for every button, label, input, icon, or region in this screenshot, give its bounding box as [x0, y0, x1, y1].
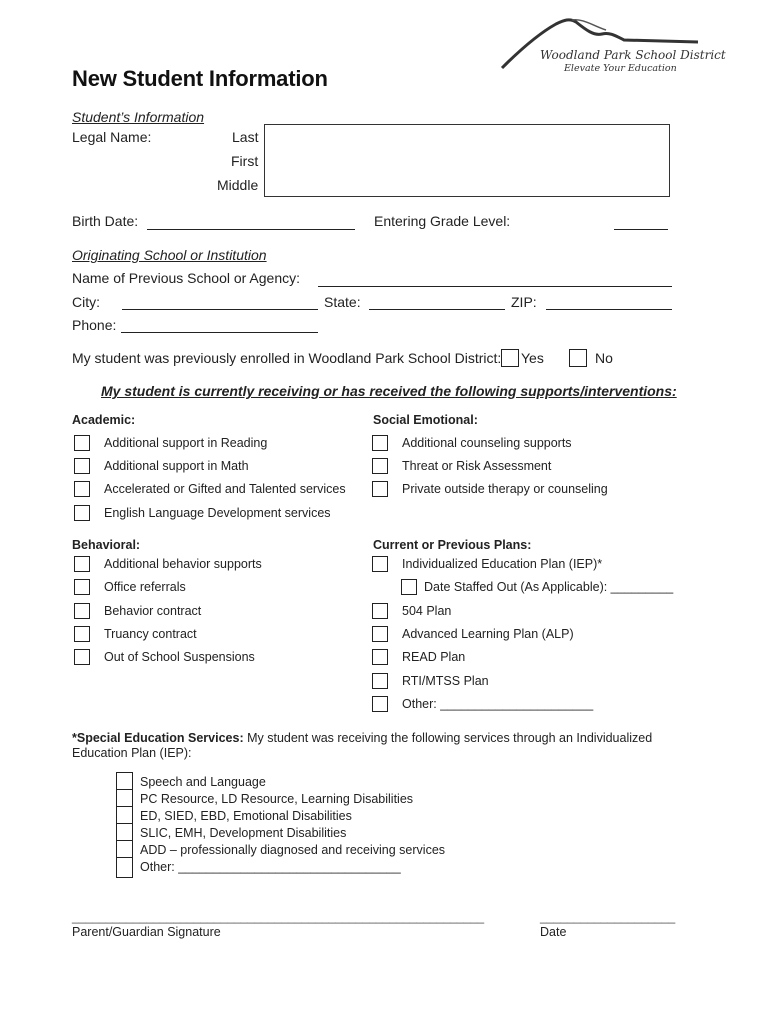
plans-item: 504 Plan	[402, 604, 452, 618]
date-label: Date	[540, 925, 567, 939]
plans-checkbox-staffed[interactable]	[401, 579, 417, 595]
social-checkbox-therapy[interactable]	[372, 481, 388, 497]
social-checkbox-threat[interactable]	[372, 458, 388, 474]
plans-item: Other: ______________________	[402, 697, 594, 711]
last-name-field[interactable]	[264, 124, 670, 150]
enrolled-no-label: No	[595, 350, 613, 366]
plans-checkbox-iep[interactable]	[372, 556, 388, 572]
signature-field[interactable]: _____________________________________________________________	[72, 910, 484, 924]
social-item: Threat or Risk Assessment	[402, 459, 552, 473]
social-heading: Social Emotional:	[373, 413, 478, 427]
city-label: City:	[72, 294, 100, 310]
sped-item: SLIC, EMH, Development Disabilities	[140, 826, 347, 840]
academic-item: Additional support in Reading	[104, 436, 268, 450]
first-name-field[interactable]	[264, 148, 670, 173]
grade-level-label: Entering Grade Level:	[374, 213, 511, 229]
sped-item: Speech and Language	[140, 775, 266, 789]
behavioral-item: Additional behavior supports	[104, 557, 262, 571]
behavioral-checkbox-contract[interactable]	[74, 603, 90, 619]
grade-level-field[interactable]	[614, 229, 668, 230]
sped-checkbox-slic[interactable]	[116, 823, 133, 840]
sped-checkbox-pc[interactable]	[116, 789, 133, 806]
enrolled-yes-checkbox[interactable]	[501, 349, 519, 367]
prev-school-field[interactable]	[318, 286, 672, 287]
student-section-heading: Student’s Information	[72, 109, 205, 125]
plans-checkbox-504[interactable]	[372, 603, 388, 619]
last-name-label: Last	[232, 129, 259, 145]
zip-field[interactable]	[546, 309, 672, 310]
city-field[interactable]	[122, 309, 318, 310]
academic-checkbox-math[interactable]	[74, 458, 90, 474]
supports-heading: My student is currently receiving or has received the following supports/interventions:	[101, 383, 677, 399]
district-name: Woodland Park School District	[540, 48, 726, 62]
birth-date-label: Birth Date:	[72, 213, 139, 229]
social-item: Additional counseling supports	[402, 436, 572, 450]
birth-date-field[interactable]	[147, 229, 355, 230]
district-tagline: Elevate Your Education	[564, 63, 677, 74]
academic-item: Additional support in Math	[104, 459, 249, 473]
behavioral-checkbox-suspensions[interactable]	[74, 649, 90, 665]
plans-checkbox-alp[interactable]	[372, 626, 388, 642]
sped-item: ED, SIED, EBD, Emotional Disabilities	[140, 809, 352, 823]
behavioral-item: Behavior contract	[104, 604, 202, 618]
origin-section-heading: Originating School or Institution	[72, 247, 267, 263]
sped-item: Other: ________________________________	[140, 860, 401, 874]
plans-checkbox-rti[interactable]	[372, 673, 388, 689]
sped-description	[72, 731, 692, 745]
sped-checkbox-other[interactable]	[116, 857, 133, 877]
plans-heading: Current or Previous Plans:	[373, 538, 532, 552]
plans-checkbox-read[interactable]	[372, 649, 388, 665]
district-logo	[498, 12, 726, 82]
date-field[interactable]: ____________________	[540, 910, 676, 924]
enrolled-question: My student was previously enrolled in Woodland Park School District:	[72, 350, 502, 366]
social-checkbox-counseling[interactable]	[372, 435, 388, 451]
sped-text: My student was receiving the following services through an Individualized	[243, 731, 653, 745]
academic-checkbox-gifted[interactable]	[74, 481, 90, 497]
behavioral-item: Office referrals	[104, 580, 186, 594]
sped-checkbox-speech[interactable]	[116, 772, 133, 789]
academic-item: English Language Development services	[104, 506, 331, 520]
page-title: New Student Information	[72, 66, 328, 91]
middle-name-field[interactable]	[264, 172, 670, 197]
behavioral-heading: Behavioral:	[72, 538, 141, 552]
zip-label: ZIP:	[511, 294, 537, 310]
phone-label: Phone:	[72, 317, 117, 333]
signature-label: Parent/Guardian Signature	[72, 925, 221, 939]
first-name-label: First	[231, 153, 259, 169]
enrolled-no-checkbox[interactable]	[569, 349, 587, 367]
sped-item: PC Resource, LD Resource, Learning Disabilities	[140, 792, 414, 806]
enrolled-yes-label: Yes	[521, 350, 544, 366]
academic-checkbox-eld[interactable]	[74, 505, 90, 521]
plans-item: READ Plan	[402, 650, 466, 664]
academic-heading: Academic:	[72, 413, 136, 427]
plans-item: Advanced Learning Plan (ALP)	[402, 627, 574, 641]
behavioral-checkbox-referrals[interactable]	[74, 579, 90, 595]
prev-school-label: Name of Previous School or Agency:	[72, 270, 301, 286]
middle-name-label: Middle	[217, 177, 259, 193]
behavioral-checkbox-supports[interactable]	[74, 556, 90, 572]
plans-checkbox-other[interactable]	[372, 696, 388, 712]
state-field[interactable]	[369, 309, 505, 310]
sped-checkbox-ed[interactable]	[116, 806, 133, 823]
behavioral-item: Out of School Suspensions	[104, 650, 255, 664]
academic-checkbox-reading[interactable]	[74, 435, 90, 451]
state-label: State:	[324, 294, 361, 310]
plans-iep-label: Individualized Education Plan (IEP)*	[402, 557, 603, 571]
behavioral-checkbox-truancy[interactable]	[74, 626, 90, 642]
sped-item: ADD – professionally diagnosed and receiving services	[140, 843, 446, 857]
plans-item: RTI/MTSS Plan	[402, 674, 489, 688]
sped-bold-label: *Special Education Services:	[72, 731, 244, 745]
sped-checkbox-add[interactable]	[116, 840, 133, 857]
behavioral-item: Truancy contract	[104, 627, 197, 641]
legal-name-label: Legal Name:	[72, 129, 152, 145]
social-item: Private outside therapy or counseling	[402, 482, 608, 496]
plans-staffed-label: Date Staffed Out (As Applicable): _________	[424, 580, 674, 594]
academic-item: Accelerated or Gifted and Talented services	[104, 482, 346, 496]
phone-field[interactable]	[121, 332, 318, 333]
sped-description-line2: Education Plan (IEP):	[72, 746, 192, 760]
